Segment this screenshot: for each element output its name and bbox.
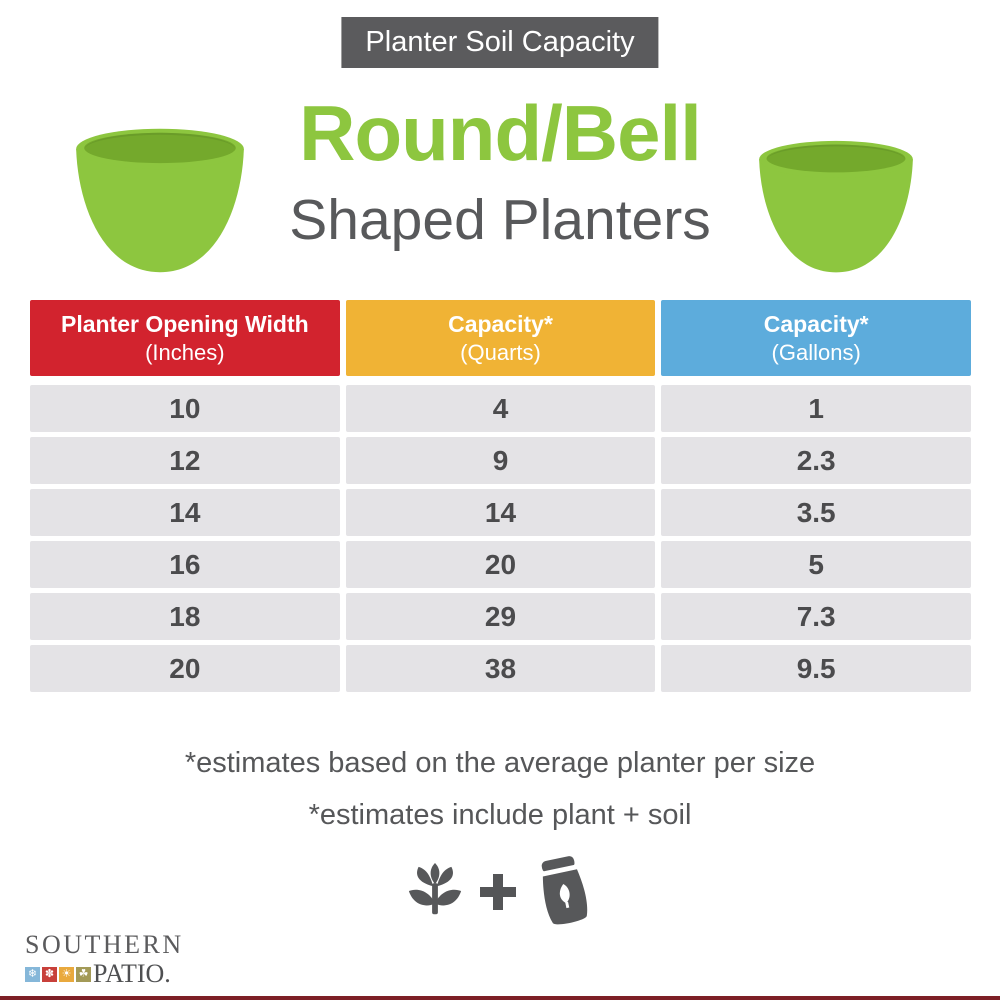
header-label: Planter Opening Width bbox=[60, 310, 309, 337]
table-cell: 18 bbox=[30, 593, 340, 640]
logo-text-southern: SOUTHERN bbox=[25, 930, 184, 959]
table-header-quarts bbox=[346, 300, 656, 376]
logo-season-icon: ✽ bbox=[42, 967, 57, 982]
table-cell: 20 bbox=[30, 645, 340, 692]
table-row bbox=[30, 385, 971, 432]
table-cell: 4 bbox=[346, 385, 656, 432]
header-label: Capacity* bbox=[763, 310, 869, 337]
logo-season-icons bbox=[25, 967, 91, 982]
table-row bbox=[30, 437, 971, 484]
header-unit: (Inches) bbox=[145, 339, 225, 365]
header-label: Capacity* bbox=[448, 310, 553, 337]
table-row bbox=[30, 489, 971, 536]
footnote-include: *estimates include plant + soil bbox=[308, 799, 692, 831]
table-cell: 7.3 bbox=[661, 593, 971, 640]
table-cell: 3.5 bbox=[661, 489, 971, 536]
table-row bbox=[30, 645, 971, 692]
table-cell: 20 bbox=[346, 541, 656, 588]
footnote-average: *estimates based on the average planter per size bbox=[184, 747, 816, 779]
banner-title: Planter Soil Capacity bbox=[341, 17, 658, 68]
planter-illustration-right bbox=[748, 130, 924, 291]
table-header-inches bbox=[30, 300, 340, 376]
planter-pot-icon bbox=[64, 118, 256, 286]
table-cell: 29 bbox=[346, 593, 656, 640]
planter-illustration-left bbox=[64, 118, 256, 291]
table-header-row bbox=[30, 300, 971, 376]
table-cell: 12 bbox=[30, 437, 340, 484]
plant-plus-soil-icons bbox=[0, 854, 1000, 930]
header-unit: (Gallons) bbox=[771, 339, 861, 365]
table-row bbox=[30, 593, 971, 640]
table-body bbox=[30, 385, 971, 692]
logo-season-icon: ☀ bbox=[59, 967, 74, 982]
logo-season-icon: ❄ bbox=[25, 967, 40, 982]
bottom-accent-line bbox=[0, 996, 1000, 1000]
table-cell: 38 bbox=[346, 645, 656, 692]
table-cell: 5 bbox=[661, 541, 971, 588]
page-title: Round/Bell bbox=[299, 89, 701, 177]
header-unit: (Quarts) bbox=[460, 339, 541, 365]
table-cell: 9 bbox=[346, 437, 656, 484]
table-row bbox=[30, 541, 971, 588]
logo-text-patio: PATIO. bbox=[93, 959, 171, 988]
table-cell: 14 bbox=[30, 489, 340, 536]
table-cell: 1 bbox=[661, 385, 971, 432]
plus-icon bbox=[478, 872, 518, 912]
soil-bag-icon bbox=[532, 854, 594, 930]
capacity-table bbox=[30, 300, 971, 692]
table-header-gallons bbox=[661, 300, 971, 376]
table-cell: 2.3 bbox=[661, 437, 971, 484]
table-cell: 14 bbox=[346, 489, 656, 536]
planter-pot-icon bbox=[748, 130, 924, 286]
flower-icon bbox=[406, 860, 464, 924]
southern-patio-logo bbox=[25, 932, 184, 987]
table-cell: 16 bbox=[30, 541, 340, 588]
table-cell: 10 bbox=[30, 385, 340, 432]
logo-season-icon: ☘ bbox=[76, 967, 91, 982]
table-cell: 9.5 bbox=[661, 645, 971, 692]
page-subtitle: Shaped Planters bbox=[289, 188, 711, 252]
